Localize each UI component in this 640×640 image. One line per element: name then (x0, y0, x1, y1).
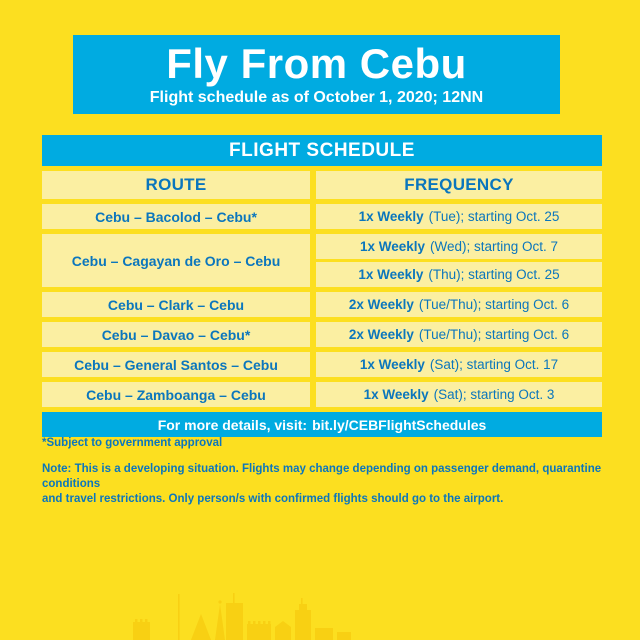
frequency-cell (316, 382, 602, 407)
frequency-column (316, 352, 602, 377)
frequency-detail: (Thu); starting Oct. 25 (428, 267, 560, 282)
page-title: Fly From Cebu (166, 40, 467, 87)
table-row (42, 234, 602, 287)
table-row (42, 352, 602, 377)
frequency-column (316, 234, 602, 287)
table-row (42, 382, 602, 407)
schedule-rows (42, 204, 602, 407)
frequency-weekly: 1x Weekly (359, 239, 425, 254)
table-title: FLIGHT SCHEDULE (42, 135, 602, 166)
more-details-label: For more details, visit: (157, 416, 308, 433)
route-cell: Cebu – Cagayan de Oro – Cebu (42, 234, 310, 287)
flight-schedule-table (42, 135, 602, 437)
table-row (42, 322, 602, 347)
route-cell: Cebu – Bacolod – Cebu* (42, 204, 310, 229)
disclaimer-line-2: and travel restrictions. Only person/s with confirmed flights should go to the airport. (42, 493, 504, 505)
route-cell: Cebu – Zamboanga – Cebu (42, 382, 310, 407)
frequency-detail: (Tue/Thu); starting Oct. 6 (418, 327, 570, 342)
frequency-cell (316, 234, 602, 259)
table-header-row (42, 171, 602, 199)
frequency-detail: (Sat); starting Oct. 3 (433, 387, 555, 402)
route-cell: Cebu – Clark – Cebu (42, 292, 310, 317)
column-header-frequency: FREQUENCY (316, 171, 602, 199)
frequency-column (316, 204, 602, 229)
frequency-cell (316, 204, 602, 229)
more-details-bar (42, 412, 602, 437)
route-cell: Cebu – General Santos – Cebu (42, 352, 310, 377)
route-cell: Cebu – Davao – Cebu* (42, 322, 310, 347)
table-row (42, 204, 602, 229)
frequency-weekly: 2x Weekly (348, 297, 414, 312)
page-subtitle: Flight schedule as of October 1, 2020; 12NN (149, 89, 484, 106)
frequency-weekly: 2x Weekly (348, 327, 414, 342)
frequency-column (316, 292, 602, 317)
frequency-weekly: 1x Weekly (359, 357, 425, 372)
frequency-cell (316, 322, 602, 347)
frequency-column (316, 322, 602, 347)
frequency-cell (316, 262, 602, 287)
hero-banner (73, 35, 560, 114)
schedules-link[interactable]: bit.ly/CEBFlightSchedules (312, 416, 487, 433)
government-approval-footnote: *Subject to government approval (42, 437, 223, 449)
frequency-weekly: 1x Weekly (358, 209, 424, 224)
column-header-route: ROUTE (42, 171, 310, 199)
disclaimer-line-1: Note: This is a developing situation. Flights may change depending on passenger demand, quarantine conditions (42, 463, 602, 490)
frequency-detail: (Tue/Thu); starting Oct. 6 (418, 297, 570, 312)
frequency-detail: (Wed); starting Oct. 7 (430, 239, 559, 254)
frequency-detail: (Sat); starting Oct. 17 (429, 357, 559, 372)
table-row (42, 292, 602, 317)
frequency-weekly: 1x Weekly (358, 267, 424, 282)
city-skyline-silhouette-icon (95, 590, 365, 640)
frequency-cell (316, 352, 602, 377)
frequency-cell (316, 292, 602, 317)
frequency-weekly: 1x Weekly (363, 387, 429, 402)
frequency-detail: (Tue); starting Oct. 25 (428, 209, 560, 224)
disclaimer-note (42, 462, 607, 507)
frequency-column (316, 382, 602, 407)
